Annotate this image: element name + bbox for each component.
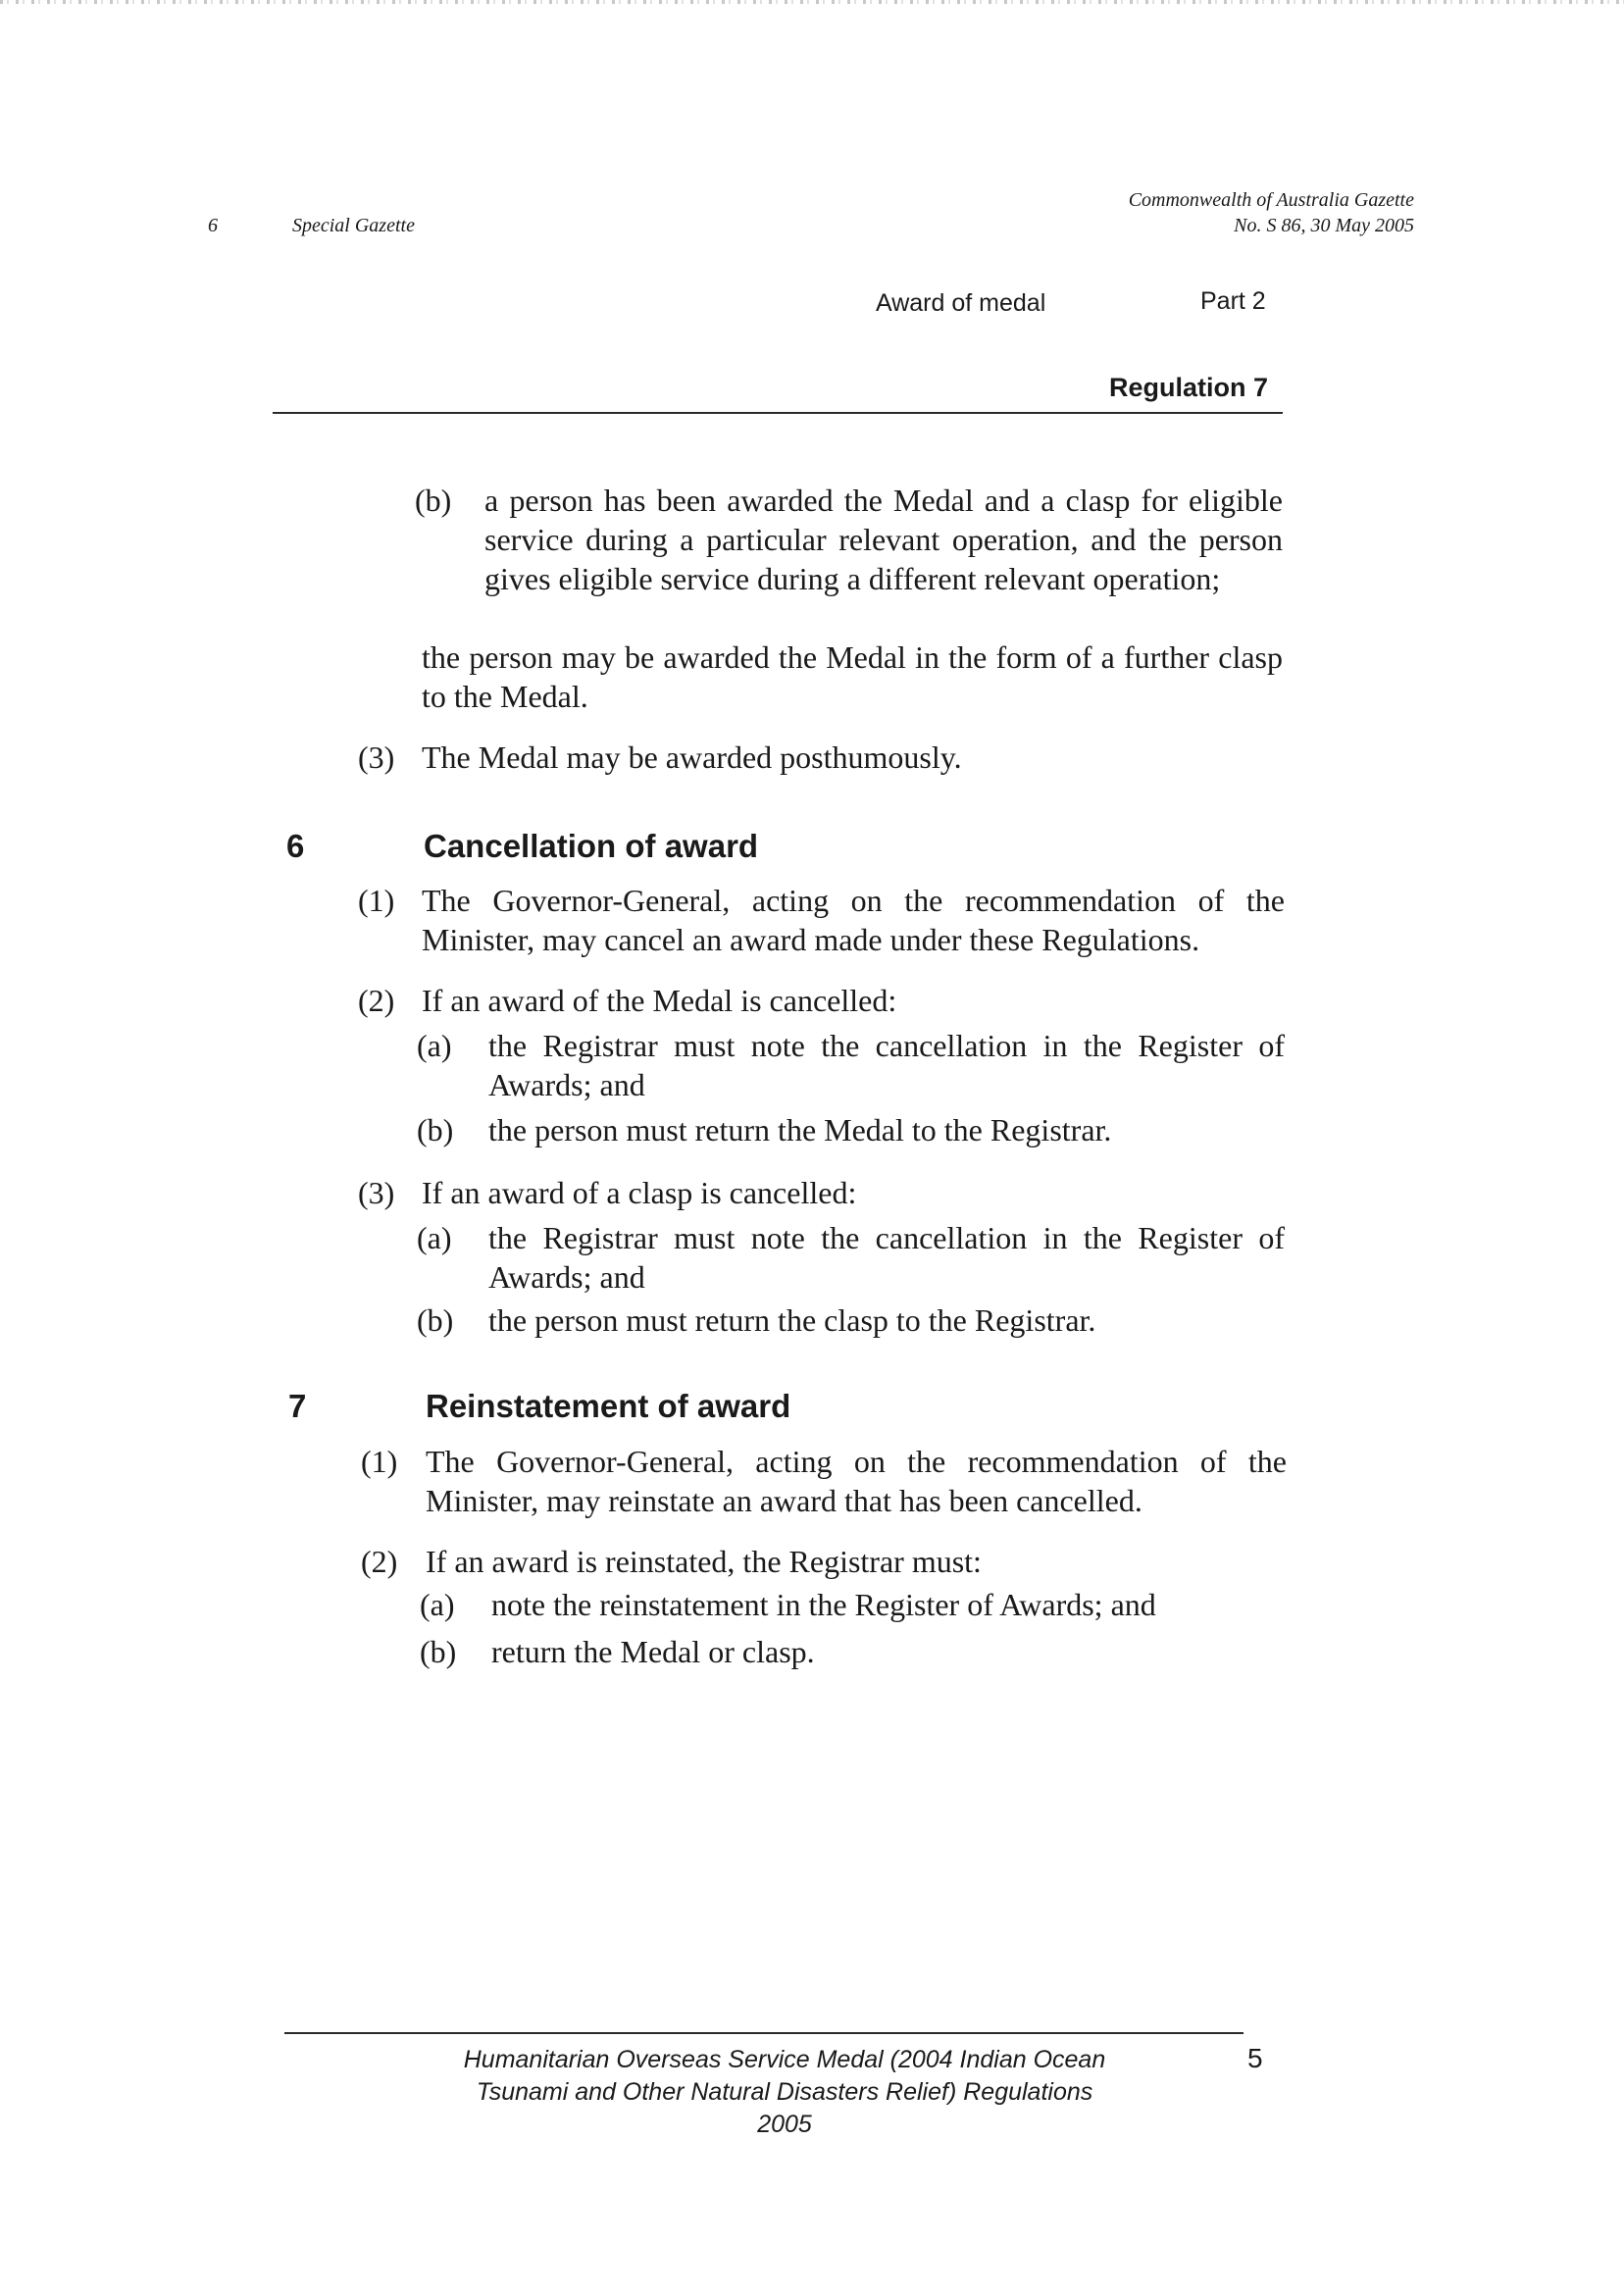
gazette-page-number: 6 xyxy=(208,215,218,236)
closing-text: the person may be awarded the Medal in the form of a further clasp to the Medal. xyxy=(422,639,1283,714)
section-7-number: 7 xyxy=(288,1388,307,1424)
section-7-subreg-2b-text: return the Medal or clasp. xyxy=(491,1634,815,1669)
section-6-subreg-3-text: If an award of a clasp is cancelled: xyxy=(422,1175,857,1210)
scan-artifact-top-edge xyxy=(0,0,1624,4)
section-6-heading: Cancellation of award xyxy=(424,828,759,864)
subreg-3-label: (3) xyxy=(358,739,395,775)
section-7-subreg-2b-label: (b) xyxy=(420,1634,457,1669)
section-6-subreg-2-text: If an award of the Medal is cancelled: xyxy=(422,983,897,1018)
footer-title-line1: Humanitarian Overseas Service Medal (2004 Indian Ocean xyxy=(463,2046,1106,2073)
section-6-number: 6 xyxy=(286,828,305,864)
section-6-subreg-2b-label: (b) xyxy=(417,1112,454,1147)
section-6-subreg-1-label: (1) xyxy=(358,883,395,918)
section-7-subreg-2a-label: (a) xyxy=(420,1587,455,1622)
section-6-subreg-3-label: (3) xyxy=(358,1175,395,1210)
section-7-subreg-2a-text: note the reinstatement in the Register of Awards; and xyxy=(491,1587,1156,1622)
section-6-subreg-2a-text: the Registrar must note the cancellation in the Register of Awards; and xyxy=(488,1028,1285,1102)
section-6-subreg-3a-text: the Registrar must note the cancellation in the Register of Awards; and xyxy=(488,1220,1285,1295)
section-7-subreg-2-text: If an award is reinstated, the Registrar must: xyxy=(426,1544,982,1579)
running-head-part: Part 2 xyxy=(1200,287,1266,315)
section-6-subreg-3a-label: (a) xyxy=(417,1220,452,1255)
running-head-regulation: Regulation 7 xyxy=(1108,373,1268,402)
section-6-subreg-1-text: The Governor-General, acting on the recommendation of the Minister, may cancel an award made under these Regulations. xyxy=(422,883,1285,957)
para-b-text: a person has been awarded the Medal and a clasp for eligible service during a particular relevant operation, and the person gives eligible service during a different relevant operation; xyxy=(484,483,1283,596)
footer-rule xyxy=(284,2032,1243,2034)
section-6-subreg-2a-label: (a) xyxy=(417,1028,452,1063)
running-head-section: Award of medal xyxy=(876,289,1046,317)
footer-title-line3: 2005 xyxy=(757,2111,812,2138)
footer-title-line2: Tsunami and Other Natural Disasters Relief) Regulations xyxy=(476,2078,1093,2106)
subreg-3-text: The Medal may be awarded posthumously. xyxy=(422,739,962,775)
section-6-subreg-3b-text: the person must return the clasp to the Registrar. xyxy=(488,1302,1096,1338)
section-6-subreg-2-label: (2) xyxy=(358,983,395,1018)
gazette-right-title-line1: Commonwealth of Australia Gazette xyxy=(1128,189,1414,211)
section-7-subreg-1-text: The Governor-General, acting on the recommendation of the Minister, may reinstate an award that has been cancelled. xyxy=(426,1444,1287,1518)
para-b-label: (b) xyxy=(415,483,452,518)
gazette-left-title: Special Gazette xyxy=(292,215,415,236)
section-7-heading: Reinstatement of award xyxy=(426,1388,791,1424)
section-7-subreg-2-label: (2) xyxy=(361,1544,398,1579)
section-7-subreg-1-label: (1) xyxy=(361,1444,398,1479)
gazette-right-title-line2: No. S 86, 30 May 2005 xyxy=(1234,215,1414,236)
footer-page-number: 5 xyxy=(1247,2043,1263,2073)
section-6-subreg-3b-label: (b) xyxy=(417,1302,454,1338)
header-rule xyxy=(273,412,1283,414)
section-6-subreg-2b-text: the person must return the Medal to the Registrar. xyxy=(488,1112,1112,1147)
